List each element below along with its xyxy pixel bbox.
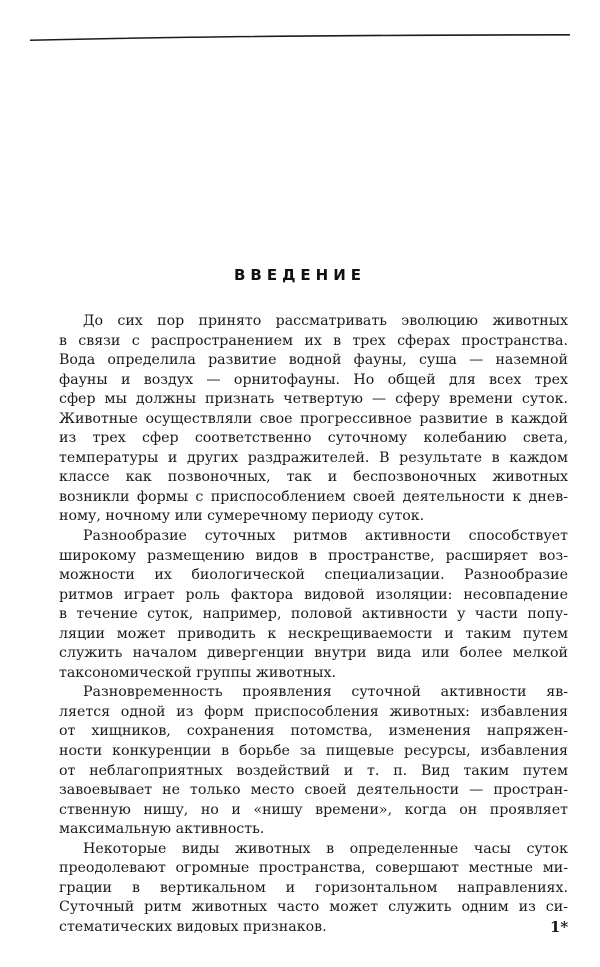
header-rule (30, 33, 570, 41)
text-line: от неблагоприятных воздействий и т. п. Вид таким путем (59, 762, 568, 779)
text-line: До сих пор принято рассматривать эволюцию животных (83, 313, 568, 329)
text-line: Животные осуществляли свое прогрессивное развитие в каждой (59, 410, 568, 427)
text-line: ритмов играет роль фактора видовой изоляции: несовпадение (59, 586, 568, 603)
text-line: можности их биологической специализации. Разнообразие (59, 567, 568, 584)
text-line: возникли формы с приспособлением своей деятельности к днев- (59, 488, 568, 505)
text-line: Разнообразие суточных ритмов активности способствует (83, 528, 568, 545)
text-line: широкому размещению видов в пространстве, расширяет воз- (59, 547, 568, 564)
text-line: ности конкуренции в борьбе за пищевые ресурсы, избавления (59, 743, 568, 760)
text-line: Вода определила развитие водной фауны, суша — наземной (59, 352, 568, 369)
text-line: в течение суток, например, половой активности у части попу- (59, 606, 568, 623)
text-line: ственную нишу, но и «нишу времени», когда он проявляет (59, 801, 568, 818)
text-line: преодолевают огромные пространства, совершают местные ми- (59, 860, 568, 877)
text-line: грации в вертикальном и горизонтальном направлениях. (59, 879, 568, 896)
text-line: от хищников, сохранения потомства, изменения напряжен- (59, 723, 568, 740)
text-line: сфер мы должны признать четвертую — сферу времени суток. (59, 391, 568, 408)
text-line: из трех сфер соответственно суточному колебанию света, (59, 430, 568, 447)
body-text (59, 312, 568, 938)
text-line: классе как позвоночных, так и беспозвоночных животных (59, 469, 568, 486)
chapter-heading: ВВЕДЕНИЕ (233, 266, 367, 284)
text-line: фауны и воздух — орнитофауны. Но общей для всех трех (59, 371, 568, 388)
text-line: ляции может приводить к нескрещиваемости и таким путем (59, 625, 568, 642)
text-line: завоевывает не только место своей деятельности — простран- (59, 782, 568, 799)
text-line: ляется одной из форм приспособления животных: избавления (59, 703, 568, 720)
text-line: в связи с распространением их в трех сферах пространства. (59, 332, 568, 349)
page-number: 1* (550, 918, 569, 936)
text-line: ному, ночному или сумеречному периоду суток. (59, 508, 425, 525)
text-line: Суточный ритм животных часто может служить одним из си- (59, 899, 568, 916)
text-line: температуры и других раздражителей. В результате в каждом (59, 449, 568, 466)
text-line: служить началом дивергенции внутри вида или более мелкой (59, 645, 568, 662)
text-line: стематических видовых признаков. (59, 918, 327, 935)
text-line: максимальную активность. (59, 821, 265, 838)
text-line: Некоторые виды животных в определенные часы суток (83, 840, 568, 857)
text-line: Разновременность проявления суточной активности яв- (83, 684, 568, 701)
text-line: таксономической группы животных. (59, 664, 336, 681)
